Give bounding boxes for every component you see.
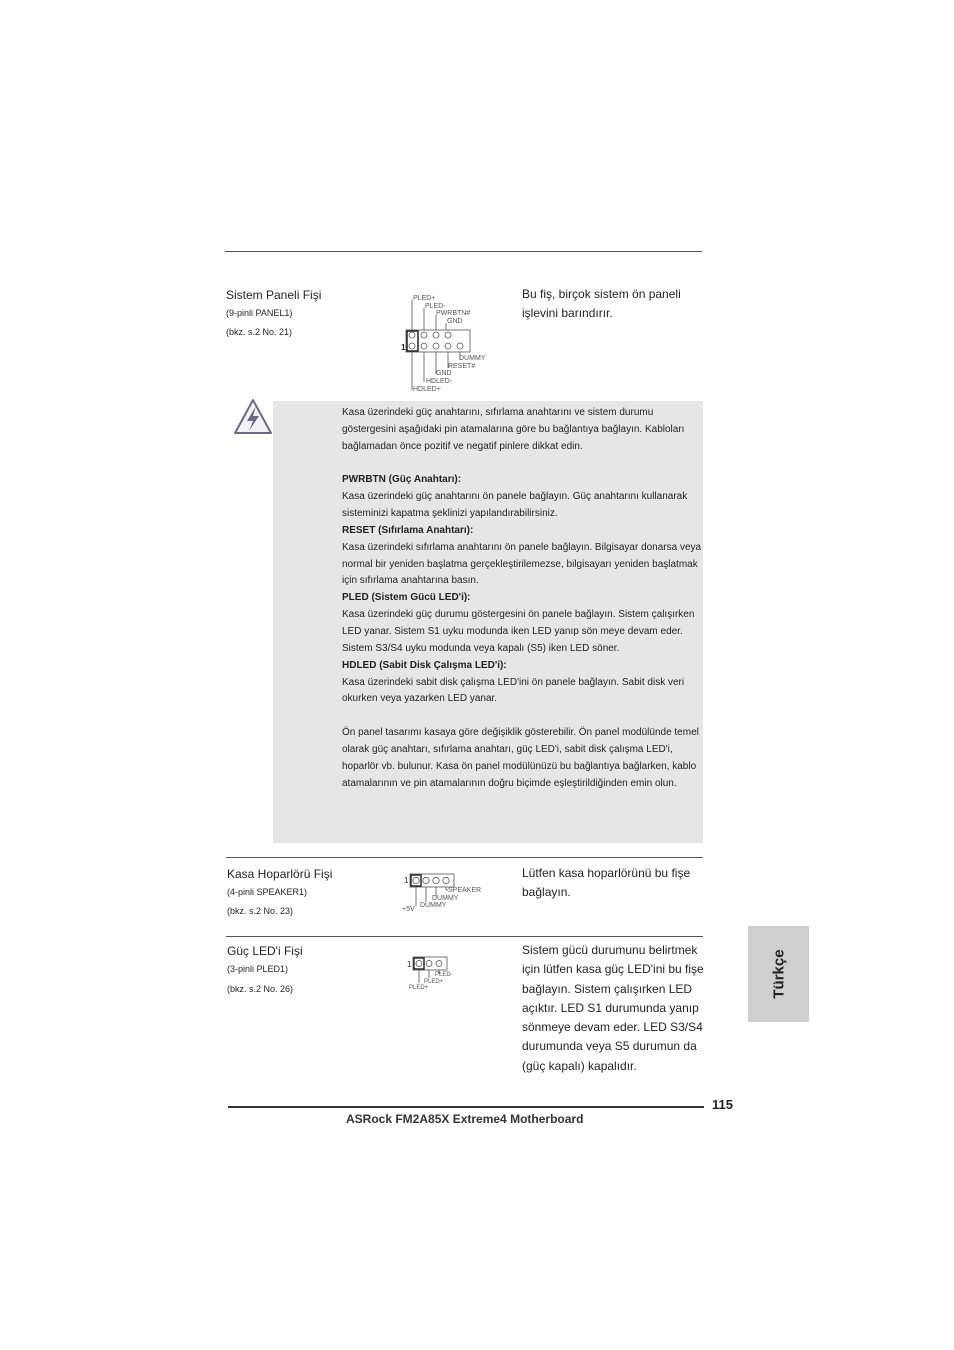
label-pin-1: 1 [401,343,406,352]
pled-label-plus-b: PLED+ [409,985,429,991]
note-outro: Ön panel tasarımı kasaya göre değişiklik gösterebilir. Ön panel modülünde temel olarak güç anahtarı, sıfırlama anahtarı, güç LED'i, sabit disk çalışma LED'i, hoparlör vb. bulunur. Kasa ön panel modülünüzü bu bağlantıya bağlarken, kablo atamalarının ve pin atamalarının doğru biçimde eşleştirildiğinden emin olun. [342,727,699,789]
note-pled-text: Kasa üzerindeki güç durumu göstergesini ön panele bağlayın. Sistem çalışırken LED yanar. Sistem S1 uyku modunda iken LED yanıp sön meye devam eder. Sistem S3/S4 uyku modunda veya kapalı (S5) iken LED söner. [342,609,695,654]
pled-header-diagram [405,954,465,992]
note-reset-text: Kasa üzerindeki sıfırlama anahtarını ön panele bağlayın. Bilgisayar donarsa veya normal bir yeniden başlatma gerçekleştirilemezse, bilgisayarı yeniden başlatmak için sıfırlama anahtarına basın. [342,541,702,587]
language-tab-label: Türkçe [770,949,787,999]
speaker-label-dummy: DUMMY [432,895,459,902]
pled-label-plus-a: PLED+ [424,979,444,985]
speaker-pins: (4-pinli SPEAKER1) [227,887,308,897]
label-gnd-bottom: GND [436,370,452,377]
pled-rule [226,936,703,937]
speaker-ref: (bkz. s.2 No. 23) [227,906,294,916]
pled-label-minus: PLED- [435,972,453,978]
note-hdled-text: Kasa üzerindeki sabit disk çalışma LED'ini ön panele bağlayın. Sabit disk veri okurken veya yazarken LED yanar. [342,676,685,705]
panel-title: Sistem Paneli Fişi [226,288,322,302]
note-reset-title: RESET (Sıfırlama Anahtarı): [342,524,474,536]
label-pled-minus: PLED- [425,303,446,310]
pled-description: Sistem gücü durumunu belirtmek için lütfen kasa güç LED'ini bu fişe bağlayın. Sistem çalışırken LED açıktır. LED S1 durumunda yanıp sönmeye devam eder. LED S3/S4 durumunda veya S5 durumun da (güç kapalı) kapalıdır. [522,943,704,1073]
note-text [342,405,708,792]
top-rule [225,251,702,252]
note-pwrbtn-title: PWRBTN (Güç Anahtarı): [342,474,462,486]
speaker-title: Kasa Hoparlörü Fişi [227,867,333,881]
warning-icon [232,397,274,437]
panel-ref: (bkz. s.2 No. 21) [226,327,293,337]
pled-ref: (bkz. s.2 No. 26) [227,984,294,994]
language-tab [748,926,809,1022]
note-intro: Kasa üzerindeki güç anahtarını, sıfırlama anahtarını ve sistem durumu göstergesini aşağıdaki pin atamalarına göre bu bağlantıya bağlayın. Kabloları bağlamadan önce pozitif ve negatif pinlere dikkat edin. [342,407,685,452]
label-pwrbtn: PWRBTN# [436,310,471,317]
pled-pins: (3-pinli PLED1) [227,964,289,974]
note-pled-title: PLED (Sistem Gücü LED'i): [342,592,471,604]
panel-description: Bu fiş, birçok sistem ön paneli işlevini barındırır. [522,287,681,321]
footer-rule [228,1106,704,1108]
label-hdled-plus: HDLED+ [413,386,441,393]
speaker-label-dummy-2: DUMMY [420,902,447,909]
note-pwrbtn-text: Kasa üzerindeki güç anahtarını ön panele bağlayın. Güç anahtarını kullanarak sisteminizi kapatma şeklinizi yapılandırabilirsiniz. [342,491,688,520]
footer-text: ASRock FM2A85X Extreme4 Motherboard [346,1112,584,1126]
pled-title: Güç LED'i Fişi [227,944,303,958]
label-pled-plus: PLED+ [413,295,436,302]
speaker-description: Lütfen kasa hoparlörünü bu fişe bağlayın. [522,866,691,900]
panel-header-diagram [396,290,492,394]
speaker-rule [226,857,703,858]
speaker-header-diagram [400,870,492,916]
pled-label-pin-1: 1 [407,960,412,969]
label-hdled-minus: HDLED- [426,378,453,385]
speaker-label-5v: +5V [402,906,415,913]
page-number: 115 [712,1097,733,1112]
label-reset: RESET# [448,363,476,370]
label-gnd-top: GND [447,318,463,325]
note-hdled-title: HDLED (Sabit Disk Çalışma LED'i): [342,659,507,671]
speaker-label-speaker: SPEAKER [448,887,482,894]
speaker-label-pin-1: 1 [404,876,409,885]
panel-pins: (9-pinli PANEL1) [226,308,293,318]
label-dummy: DUMMY [459,355,486,362]
